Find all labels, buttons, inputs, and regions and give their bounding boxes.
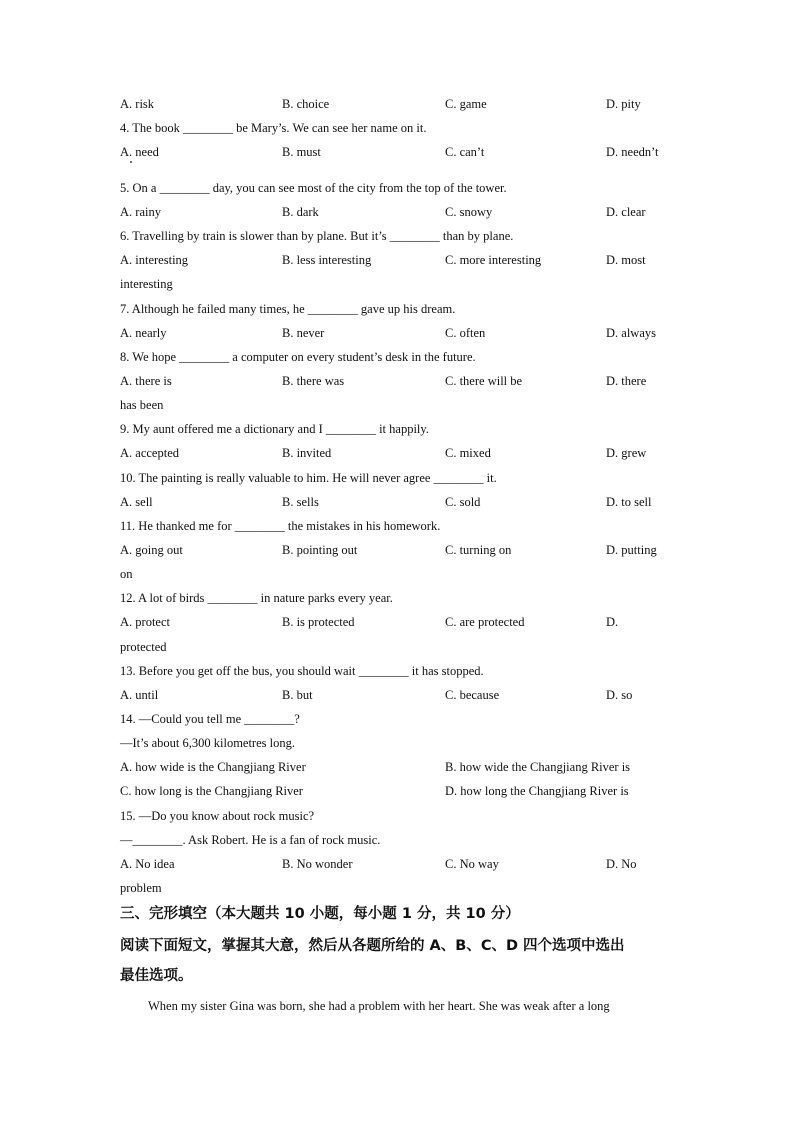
q4-stem: 4. The book ________ be Mary’s. We can see her name on it.: [120, 121, 427, 135]
q15-option-d-wrap: problem: [120, 881, 162, 895]
option-b[interactable]: B. never: [282, 326, 325, 340]
option-a[interactable]: A. rainy: [120, 205, 161, 219]
q12-stem: 12. A lot of birds ________ in nature parks every year.: [120, 591, 393, 605]
option-c[interactable]: C. mixed: [445, 446, 491, 460]
q5-stem: 5. On a ________ day, you can see most of the city from the top of the tower.: [120, 181, 507, 195]
option-d[interactable]: D. needn’t: [606, 145, 659, 159]
q9-stem: 9. My aunt offered me a dictionary and I ________ it happily.: [120, 422, 429, 436]
option-b[interactable]: B. is protected: [282, 615, 355, 629]
option-b[interactable]: B. but: [282, 688, 313, 702]
option-c[interactable]: C. there will be: [445, 374, 523, 388]
option-c[interactable]: C. game: [445, 97, 487, 111]
option-d[interactable]: D. there: [606, 374, 647, 388]
option-c[interactable]: C. are protected: [445, 615, 525, 629]
q6-stem: 6. Travelling by train is slower than by plane. But it’s ________ than by plane.: [120, 229, 514, 243]
option-d[interactable]: D. putting: [606, 543, 657, 557]
option-d[interactable]: D. always: [606, 326, 656, 340]
option-b[interactable]: B. must: [282, 145, 321, 159]
option-c[interactable]: C. because: [445, 688, 500, 702]
option-d[interactable]: D.: [606, 615, 619, 629]
option-d[interactable]: D. clear: [606, 205, 646, 219]
section-instruction: 阅读下面短文，掌握其大意，然后从各题所给的 A、B、C、D 四个选项中选出: [120, 938, 625, 954]
stray-dot: [130, 161, 132, 163]
section-heading: 三、完形填空（本大题共 10 小题，每小题 1 分，共 10 分）: [120, 906, 520, 922]
option-d[interactable]: D. grew: [606, 446, 647, 460]
q14-stem: 14. —Could you tell me ________?: [120, 712, 300, 726]
option-a[interactable]: A. risk: [120, 97, 155, 111]
option-b[interactable]: B. less interesting: [282, 253, 372, 267]
q13-stem: 13. Before you get off the bus, you should wait ________ it has stopped.: [120, 664, 484, 678]
q7-stem: 7. Although he failed many times, he ________ gave up his dream.: [120, 302, 456, 316]
option-b[interactable]: B. sells: [282, 495, 319, 509]
option-a[interactable]: A. sell: [120, 495, 153, 509]
passage-line: When my sister Gina was born, she had a problem with her heart. She was weak after a long: [148, 999, 610, 1013]
option-d[interactable]: D. pity: [606, 97, 641, 111]
q11-option-d-wrap: on: [120, 567, 133, 581]
q15-stem: 15. —Do you know about rock music?: [120, 809, 315, 823]
option-b[interactable]: B. how wide the Changjiang River is: [445, 760, 631, 774]
option-d[interactable]: D. No: [606, 857, 637, 871]
option-d[interactable]: D. to sell: [606, 495, 652, 509]
option-a[interactable]: A. need: [120, 145, 159, 159]
q11-stem: 11. He thanked me for ________ the mistakes in his homework.: [120, 519, 441, 533]
option-c[interactable]: C. sold: [445, 495, 481, 509]
option-a[interactable]: A. how wide is the Changjiang River: [120, 760, 306, 774]
option-c[interactable]: C. snowy: [445, 205, 493, 219]
q6-option-d-wrap: interesting: [120, 277, 173, 291]
option-b[interactable]: B. there was: [282, 374, 345, 388]
option-a[interactable]: A. protect: [120, 615, 170, 629]
option-c[interactable]: C. more interesting: [445, 253, 542, 267]
option-a[interactable]: A. No idea: [120, 857, 175, 871]
q8-stem: 8. We hope ________ a computer on every student’s desk in the future.: [120, 350, 476, 364]
option-c[interactable]: C. often: [445, 326, 486, 340]
q14-answer-line: —It’s about 6,300 kilometres long.: [120, 736, 295, 750]
option-a[interactable]: A. accepted: [120, 446, 179, 460]
q8-option-d-wrap: has been: [120, 398, 164, 412]
option-b[interactable]: B. pointing out: [282, 543, 358, 557]
option-a[interactable]: A. going out: [120, 543, 183, 557]
option-c[interactable]: C. how long is the Changjiang River: [120, 784, 303, 798]
option-d[interactable]: D. most: [606, 253, 646, 267]
option-b[interactable]: B. choice: [282, 97, 330, 111]
option-a[interactable]: A. until: [120, 688, 159, 702]
option-c[interactable]: C. turning on: [445, 543, 512, 557]
option-a[interactable]: A. there is: [120, 374, 172, 388]
option-b[interactable]: B. No wonder: [282, 857, 353, 871]
option-a[interactable]: A. nearly: [120, 326, 167, 340]
option-c[interactable]: C. can’t: [445, 145, 485, 159]
q10-stem: 10. The painting is really valuable to him. He will never agree ________ it.: [120, 471, 497, 485]
option-b[interactable]: B. invited: [282, 446, 332, 460]
option-b[interactable]: B. dark: [282, 205, 319, 219]
option-c[interactable]: C. No way: [445, 857, 499, 871]
option-a[interactable]: A. interesting: [120, 253, 189, 267]
option-d[interactable]: D. so: [606, 688, 633, 702]
option-d[interactable]: D. how long the Changjiang River is: [445, 784, 629, 798]
q15-answer-line: —________. Ask Robert. He is a fan of rock music.: [120, 833, 381, 847]
section-instruction-cont: 最佳选项。: [120, 968, 193, 984]
q12-option-d-wrap: protected: [120, 640, 167, 654]
